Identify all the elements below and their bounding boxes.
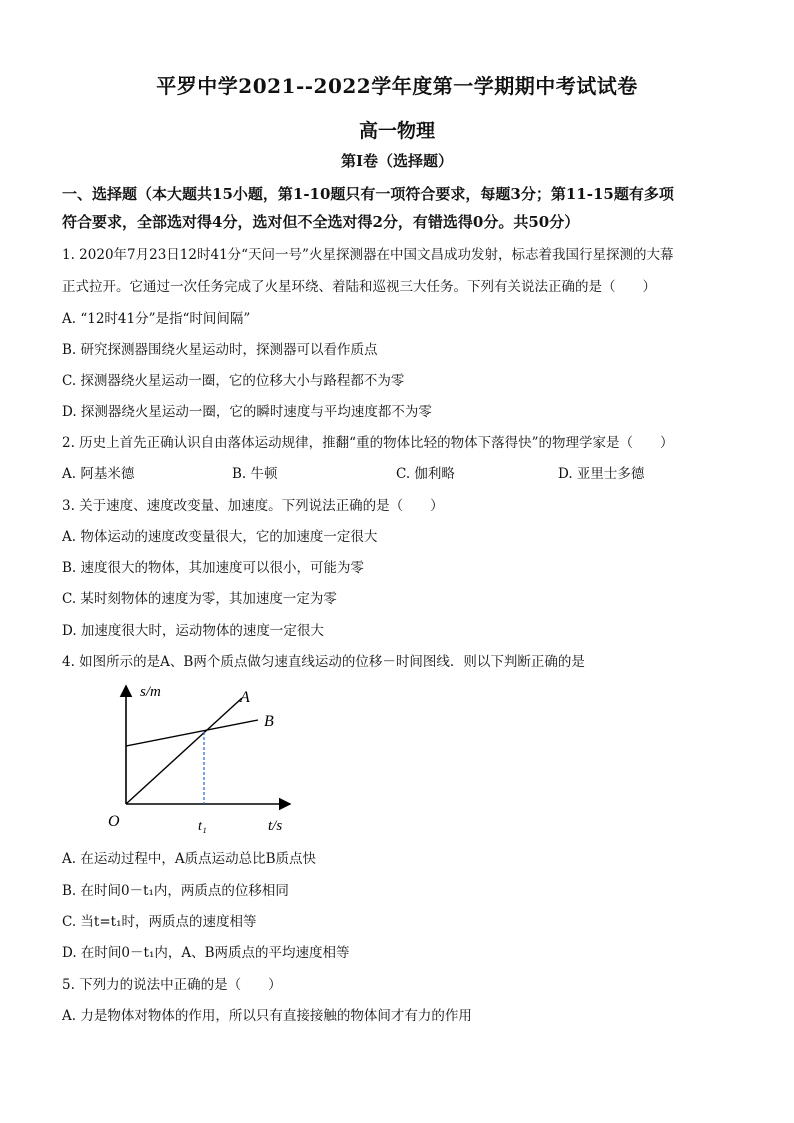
q3-stem: 3. 关于速度、速度改变量、加速度。下列说法正确的是（ ） [62,498,444,514]
line-a [126,698,242,804]
q1-stem-line1: 1. 2020年7月23日12时41分“天问一号”火星探测器在中国文昌成功发射，标志着我国行星探测的大幕 [62,247,674,263]
q2-stem: 2. 历史上首先正确认识自由落体运动规律，推翻“重的物体比轻的物体下落得快”的物理学家是（ ） [62,435,674,451]
q1-option-a: A. “12时41分”是指“时间间隔” [62,311,251,327]
q4-option-d: D. 在时间0－t₁内，A、B两质点的平均速度相等 [62,945,350,961]
line-b [126,720,258,746]
q2-option-b: B. 牛顿 [232,466,278,482]
q1-option-c: C. 探测器绕火星运动一圈，它的位移大小与路程都不为零 [62,373,405,389]
q5-option-a: A. 力是物体对物体的作用，所以只有直接接触的物体间才有力的作用 [62,1008,472,1024]
q4-stem: 4. 如图所示的是A、B两个质点做匀速直线运动的位移－时间图线．则以下判断正确的是 [62,654,585,670]
q2-option-d: D. 亚里士多德 [558,466,645,482]
origin-label: O [108,813,120,830]
q3-option-a: A. 物体运动的速度改变量很大，它的加速度一定很大 [62,529,378,545]
q1-option-b: B. 研究探测器围绕火星运动时，探测器可以看作质点 [62,342,378,358]
q5-stem: 5. 下列力的说法中正确的是（ ） [62,977,282,993]
section-heading-line2: 符合要求，全部选对得4分，选对但不全选对得2分，有错选得0分。共50分） [62,213,580,231]
volume-title: 第I卷（选择题） [340,152,454,170]
subject-title: 高一物理 [358,120,435,142]
y-axis-label: s/m [140,684,161,700]
line-b-label: B [264,713,274,730]
st-graph [100,680,310,840]
q2-option-c: C. 伽利略 [396,466,455,482]
q3-option-c: C. 某时刻物体的速度为零，其加速度一定为零 [62,591,337,607]
q3-option-d: D. 加速度很大时，运动物体的速度一定很大 [62,623,324,639]
q3-option-b: B. 速度很大的物体，其加速度可以很小，可能为零 [62,560,365,576]
q1-stem-line2: 正式拉开。它通过一次任务完成了火星环绕、着陆和巡视三大任务。下列有关说法正确的是（ ） [62,279,656,295]
q4-option-c: C. 当t=t₁时，两质点的速度相等 [62,914,257,930]
q4-option-a: A. 在运动过程中，A质点运动总比B质点快 [62,851,317,867]
q4-option-b: B. 在时间0－t₁内，两质点的位移相同 [62,883,289,899]
exam-title: 平罗中学2021--2022学年度第一学期期中考试试卷 [156,74,638,98]
section-heading-line1: 一、选择题（本大题共15小题，第1-10题只有一项符合要求，每题3分；第11-15题有多项 [62,185,674,203]
line-a-label: A [240,689,250,706]
q2-option-a: A. 阿基米德 [62,466,135,482]
t1-tick-label: t₁ [198,819,207,834]
x-axis-label: t/s [268,818,283,834]
section-heading [62,180,734,236]
q1-option-d: D. 探测器绕火星运动一圈，它的瞬时速度与平均速度都不为零 [62,404,432,420]
